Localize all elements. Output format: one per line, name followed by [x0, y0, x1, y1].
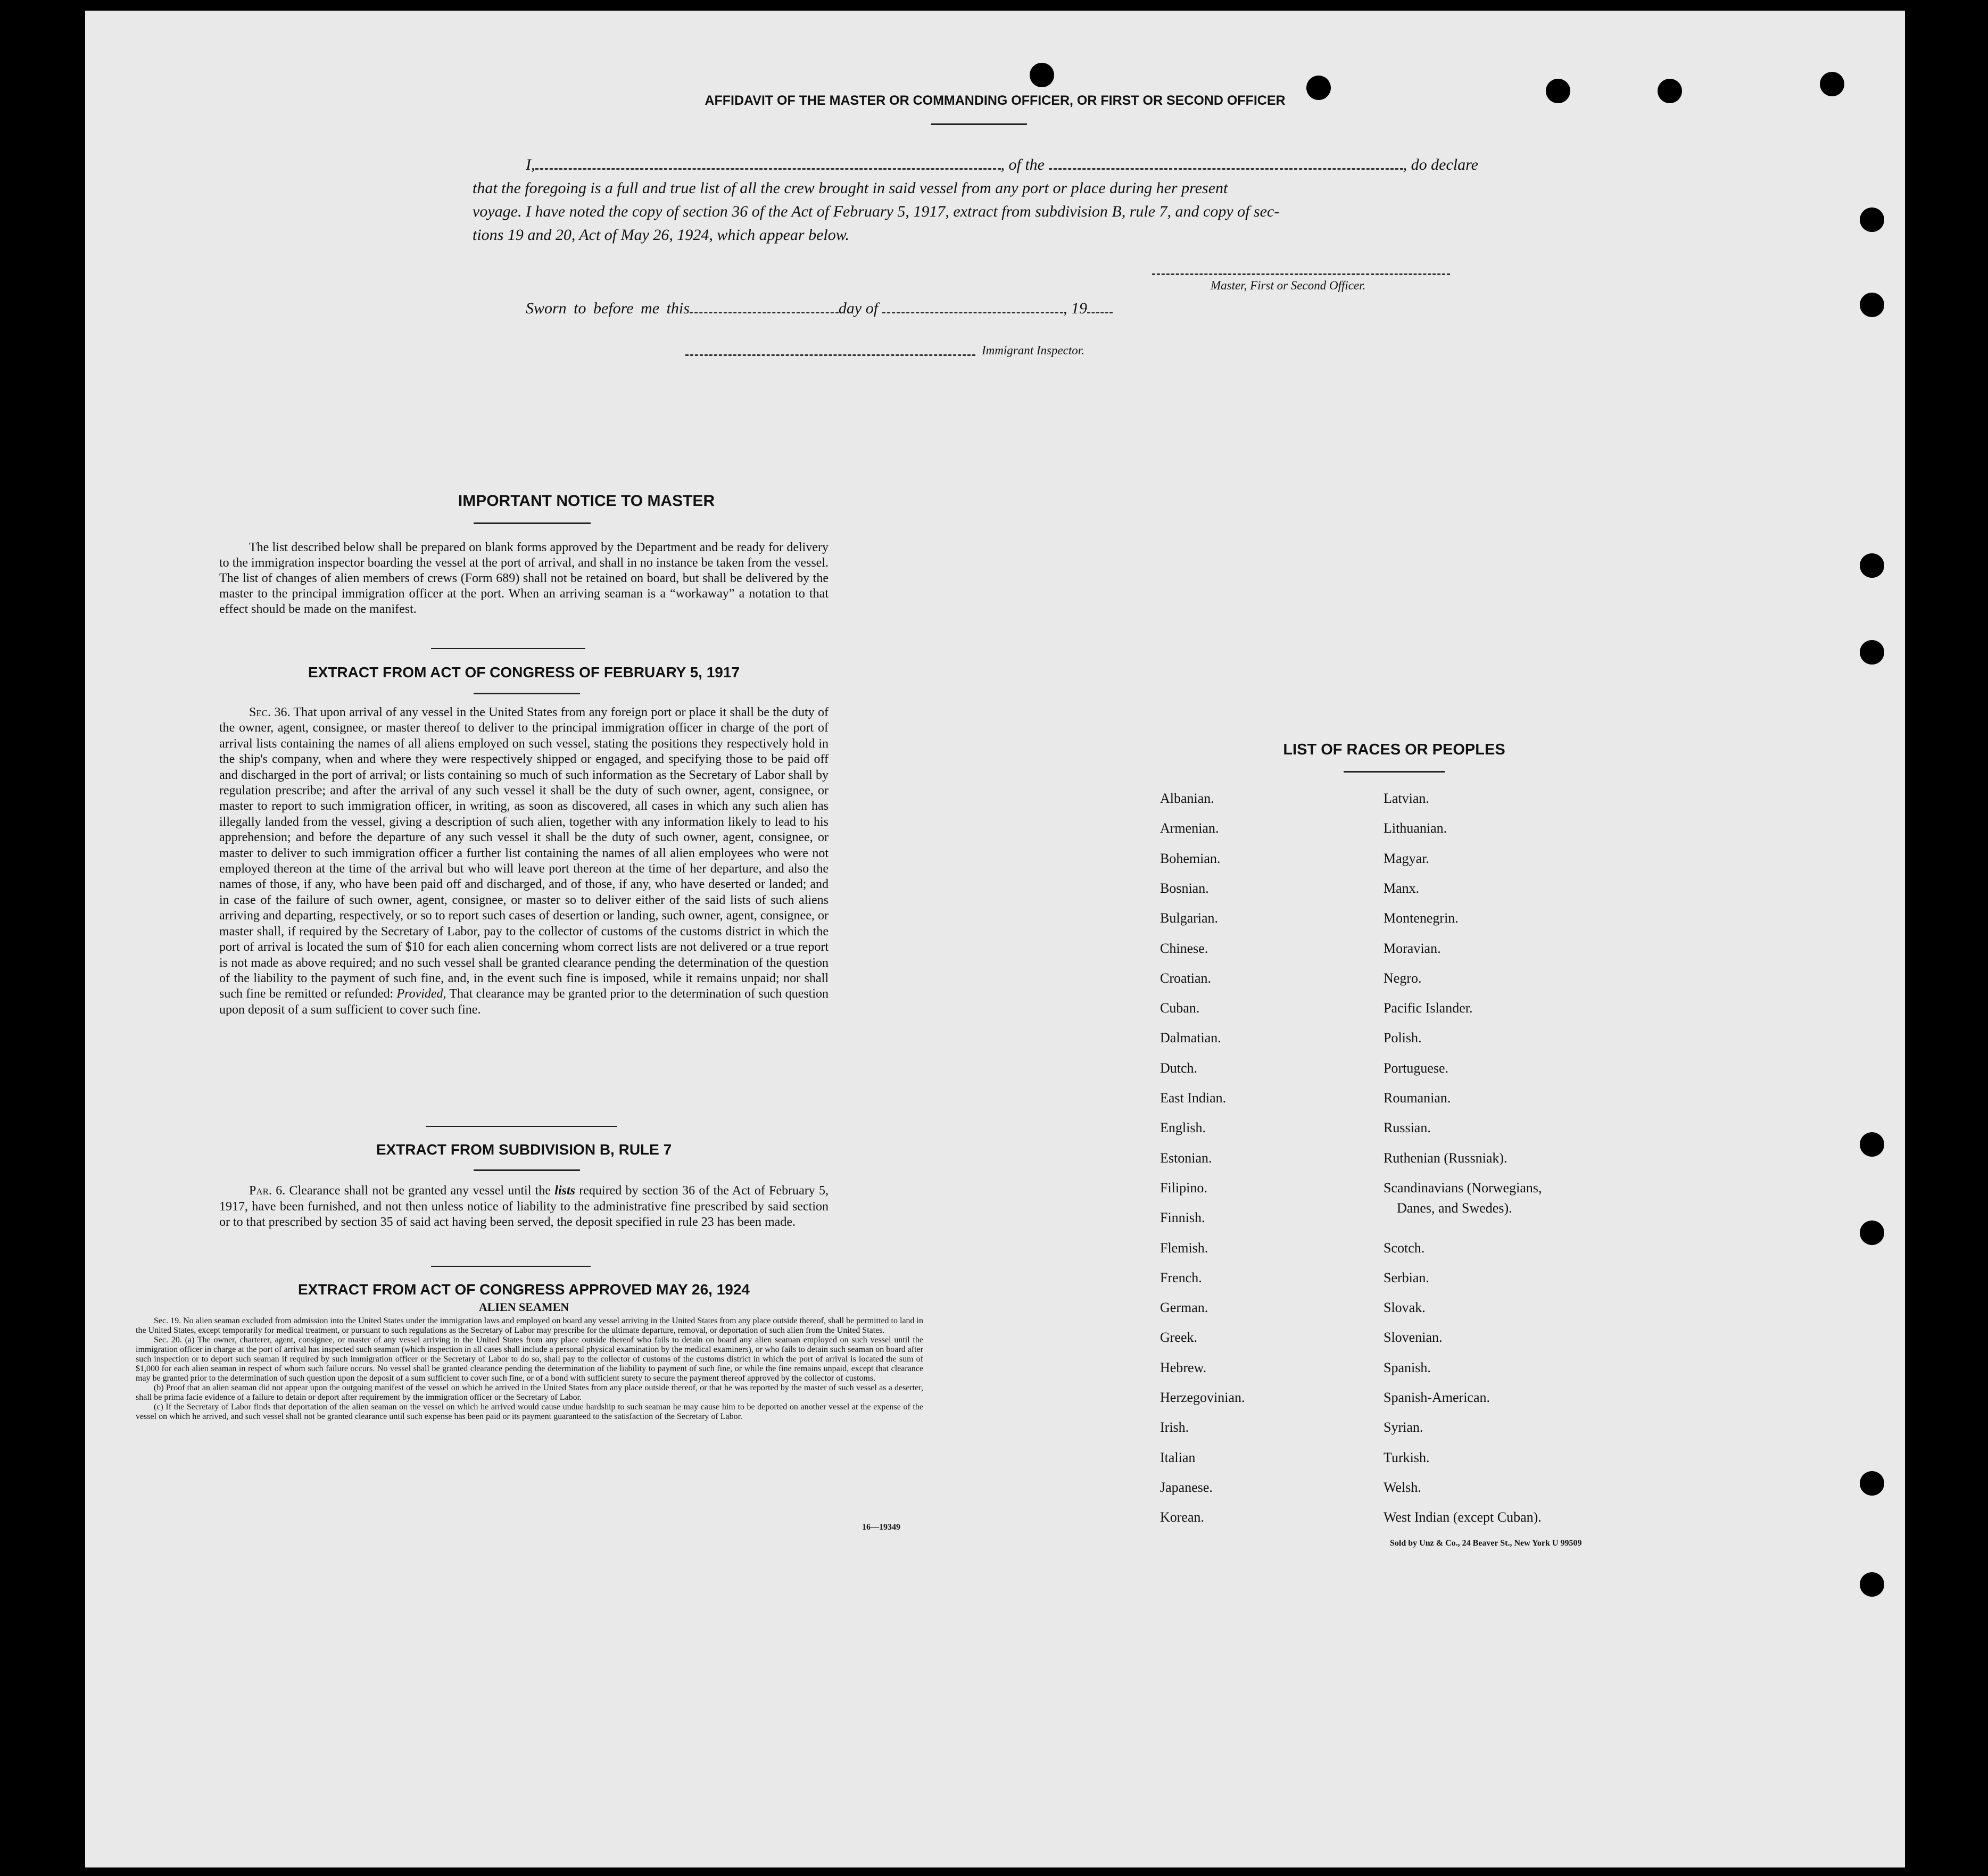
section-divider [474, 693, 580, 694]
act-1917-title: EXTRACT FROM ACT OF CONGRESS OF FEBRUARY 5, 1917 [308, 664, 740, 680]
notice-body: The list described below shall be prepared on blank forms approved by the Department and be ready for delivery to the immigration inspector boarding the vessel at the port of arrival, and shall in no instance be taken from the vessel. The list of changes of alien members of crews (Form 689) shall not be retained on board, but shall be delivered by the master to the principal immigration officer at the port. When an arriving seaman is a “workaway” a notation to that effect should be made on the manifest. [219, 541, 829, 616]
race-list-item: Roumanian. [1384, 1090, 1451, 1106]
race-list-item: Negro. [1384, 970, 1422, 986]
sworn-line: Sworn to before me this day of , 19 [526, 298, 1175, 318]
affidavit-declaration: I, , of the , do declare that the foregoing is a full and true list of all the crew brought in said vessel from any port or place during her present voyage. I have noted the copy of section 36 of the Act of February 5, 1917, extract from subdivision B, rule 7, and copy of sec- tions 19 and 20, Act of May 26, 1924, which appear below. [526, 153, 1478, 247]
race-list-item: Finnish. [1160, 1210, 1205, 1226]
vessel-blank[interactable] [1049, 153, 1403, 170]
race-list-item: Greek. [1160, 1330, 1198, 1346]
race-list-item: Slovenian. [1384, 1330, 1443, 1346]
race-list-item: Syrian. [1384, 1420, 1423, 1435]
race-list-item: Slovak. [1384, 1300, 1426, 1316]
punch-hole [1860, 1471, 1884, 1496]
race-list-item: Dalmatian. [1160, 1030, 1221, 1046]
race-list-item: Spanish. [1384, 1359, 1431, 1375]
race-list-item: Turkish. [1384, 1449, 1430, 1465]
race-list-item: Hebrew. [1160, 1359, 1207, 1375]
race-list-item: Korean. [1160, 1509, 1205, 1525]
punch-hole [1860, 207, 1884, 232]
race-list-item: Russian. [1384, 1120, 1431, 1136]
race-list-item: Manx. [1384, 880, 1420, 896]
race-list-item: Chinese. [1160, 940, 1208, 956]
year-blank[interactable] [1087, 298, 1113, 313]
punch-hole [1860, 1132, 1884, 1157]
race-list-item: Magyar. [1384, 850, 1429, 866]
race-list-item: Filipino. [1160, 1180, 1207, 1196]
race-list-item: Latvian. [1384, 791, 1429, 806]
section-divider [426, 1126, 617, 1127]
inspector-signature-line[interactable] [685, 354, 975, 356]
act-1917-body: Sec. 36. That upon arrival of any vessel in the United States from any foreign port or place it shall be the duty of the owner, agent, consignee, or master thereof to deliver to the principal immigration officer in charge of the port of arrival lists containing the names of all aliens employed on such vessel, stating the positions they respectively hold in the ship's company, when and where they were respectively shipped or engaged, and specifying those to be paid off and discharged in the port of arrival; or lists containing so much of such information as the Secretary of Labor shall by regulation prescribe; and after the arrival of any such vessel it shall be the duty of such owner, agent, consignee, or master to report to such immigration officer, in writing, as soon as discovered, all cases in which any such alien has illegally landed from the vessel, giving a description of such alien, together with any information likely to lead to his apprehension; and before the departure of any such vessel it shall be the duty of such owner, agent, consignee, or master to deliver to such immigration officer a further list containing the names of all alien employees who were not employed thereon at the time of the arrival but who will leave port thereon at the time of her departure, and also the names of those, if any, who have been paid off and discharged, and of those, if any, who have deserted or landed; and in case of the failure of such owner, agent, consignee, or master so to deliver either of the said lists of such aliens arriving and departing, respectively, or so to report such cases of desertion or landing, such owner, agent, consignee, or master shall, if required by the Secretary of Labor, pay to the collector of customs of the customs district in which the port of arrival is located the sum of $10 for each alien concerning whom correct lists are not delivered or a true report is not made as above required; and no such vessel shall be granted clearance pending the determination of the question of the liability to the payment of such fine, and, in the event such fine is imposed, while it remains unpaid; nor shall such fine be remitted or refunded: Provided, That clearance may be granted prior to the determination of such question upon deposit of a sum sufficient to cover such fine. [219, 705, 829, 1017]
race-list-item: Bohemian. [1160, 850, 1221, 866]
race-list-item: English. [1160, 1120, 1206, 1136]
race-list-item: Moravian. [1384, 940, 1441, 956]
race-list-item: Scandinavians (Norwegians, [1384, 1180, 1542, 1196]
race-list-item: Serbian. [1384, 1269, 1429, 1285]
race-list-item: Montenegrin. [1384, 910, 1459, 926]
race-list-item: Herzegovinian. [1160, 1390, 1245, 1405]
race-list-item: Spanish-American. [1384, 1390, 1490, 1405]
race-list-item: German. [1160, 1300, 1208, 1316]
inspector-caption: Immigrant Inspector. [982, 344, 1084, 357]
race-list-item: Irish. [1160, 1420, 1189, 1435]
master-signature-line[interactable] [1152, 273, 1450, 275]
printer-imprint: Sold by Unz & Co., 24 Beaver St., New York U 99509 [1390, 1539, 1582, 1548]
race-list-item: Scotch. [1384, 1240, 1425, 1256]
race-list-item: Ruthenian (Russniak). [1384, 1150, 1507, 1166]
race-list-item: West Indian (except Cuban). [1384, 1509, 1542, 1525]
act-1924-body [136, 1316, 923, 1422]
section-divider [474, 1169, 580, 1171]
race-list-item: French. [1160, 1269, 1202, 1285]
form-number: 16—19349 [862, 1523, 900, 1532]
race-list-item: Flemish. [1160, 1240, 1208, 1256]
sec-20c-text: (c) If the Secretary of Labor finds that deportation of the alien seaman on the vessel on which he arrived would cause undue hardship to such seaman he may cause him to be deported on another vessel at the expense of the vessel on which he arrived, and such vessel shall not be granted clearance until such expense has been paid or its payment guaranteed to the satisfaction of the Secretary of Labor. [136, 1402, 923, 1421]
punch-hole [1860, 640, 1884, 665]
race-list-item: East Indian. [1160, 1090, 1227, 1106]
notice-title: IMPORTANT NOTICE TO MASTER [458, 492, 715, 510]
alien-seamen-subtitle: ALIEN SEAMEN [478, 1300, 569, 1314]
punch-hole [1030, 63, 1054, 87]
act-1924-title: EXTRACT FROM ACT OF CONGRESS APPROVED MAY 26, 1924 [298, 1281, 750, 1298]
race-list-item: Pacific Islander. [1384, 1000, 1473, 1016]
race-list-item: Croatian. [1160, 970, 1212, 986]
section-divider [431, 648, 585, 649]
master-caption: Master, First or Second Officer. [1211, 279, 1366, 292]
section-divider [1344, 771, 1445, 773]
punch-hole [1546, 79, 1570, 103]
race-list-item: Albanian. [1160, 791, 1214, 806]
sec-20a-text: Sec. 20. (a) The owner, charterer, agent, consignee, or master of any vessel arriving in the United States from any place outside thereof who fails to detain on board any alien seaman employed on such vessel until the immigration officer in charge at the port of arrival has inspected such seaman (which inspection in all cases shall include a personal physical examination by the medical examiners), or who fails to detain such seaman on board after such inspection or to deport such seaman if required by such immigration officer or the Secretary of Labor to do so, shall pay to the collector of customs of the customs district in which the port of arrival is located the sum of $1,000 for each alien seaman in respect of whom such failure occurs. No vessel shall be granted clearance pending the determination of the liability to payment of such fine, or while the fine remains unpaid, except that clearance may be granted prior to the determination of such question upon the deposit of a sum sufficient to cover such fine, or of a bond with sufficient surety to secure the payment thereof approved by the collector of customs. [136, 1335, 923, 1383]
punch-hole [1860, 293, 1884, 317]
day-blank[interactable] [690, 298, 839, 313]
race-list-item: Bosnian. [1160, 880, 1209, 896]
race-list-item: Italian [1160, 1449, 1196, 1465]
race-list-item: Bulgarian. [1160, 910, 1219, 926]
races-title: LIST OF RACES OR PEOPLES [1283, 741, 1505, 758]
race-list-item-continuation: Danes, and Swedes). [1397, 1200, 1512, 1216]
punch-hole [1860, 553, 1884, 578]
section-divider [431, 1266, 591, 1267]
race-list-item: Portuguese. [1384, 1060, 1449, 1076]
rule-7-title: EXTRACT FROM SUBDIVISION B, RULE 7 [376, 1141, 672, 1158]
title-underline [931, 123, 1027, 125]
punch-hole [1658, 79, 1682, 103]
rule-7-body: Par. 6. Clearance shall not be granted any vessel until the lists required by section 36 of the Act of February 5, 1917, have been furnished, and not then unless notice of liability to the administrative fine prescribed by said section or to that prescribed by section 35 of said act having been served, the deposit specified in rule 23 has been made. [219, 1184, 829, 1229]
punch-hole [1820, 72, 1844, 96]
race-list-item: Japanese. [1160, 1479, 1213, 1495]
punch-hole [1860, 1572, 1884, 1597]
race-list-item: Cuban. [1160, 1000, 1200, 1016]
race-list-item: Armenian. [1160, 820, 1219, 836]
affidavit-title: AFFIDAVIT OF THE MASTER OR COMMANDING OFFICER, OR FIRST OR SECOND OFFICER [705, 93, 1286, 108]
race-list-item: Polish. [1384, 1030, 1422, 1046]
race-list-item: Estonian. [1160, 1150, 1212, 1166]
sec-20b-text: (b) Proof that an alien seaman did not appear upon the outgoing manifest of the vessel on which he arrived in the United States from any place outside thereof, or that he was reported by the master of such vessel as a deserter, shall be prima facie evidence of a failure to detain or deport after requirement by the immigration officer or the Secretary of Labor. [136, 1383, 923, 1402]
month-blank[interactable] [882, 298, 1063, 313]
race-list-item: Lithuanian. [1384, 820, 1447, 836]
section-divider [474, 522, 591, 524]
punch-hole [1860, 1221, 1884, 1245]
sec-19-text: Sec. 19. No alien seaman excluded from admission into the United States under the immigration laws and employed on board any vessel arriving in the United States from any place outside thereof, shall be permitted to land in the United States, except temporarily for medical treatment, or pursuant to such regulations as the Secretary of Labor may prescribe for the ultimate departure, removal, or deportation of such alien from the United States. [136, 1316, 923, 1335]
section-label: Sec. 36. [249, 705, 291, 719]
race-list-item: Dutch. [1160, 1060, 1198, 1076]
par-label: Par. 6. [249, 1184, 286, 1198]
race-list-item: Welsh. [1384, 1479, 1421, 1495]
name-blank[interactable] [535, 153, 1001, 170]
